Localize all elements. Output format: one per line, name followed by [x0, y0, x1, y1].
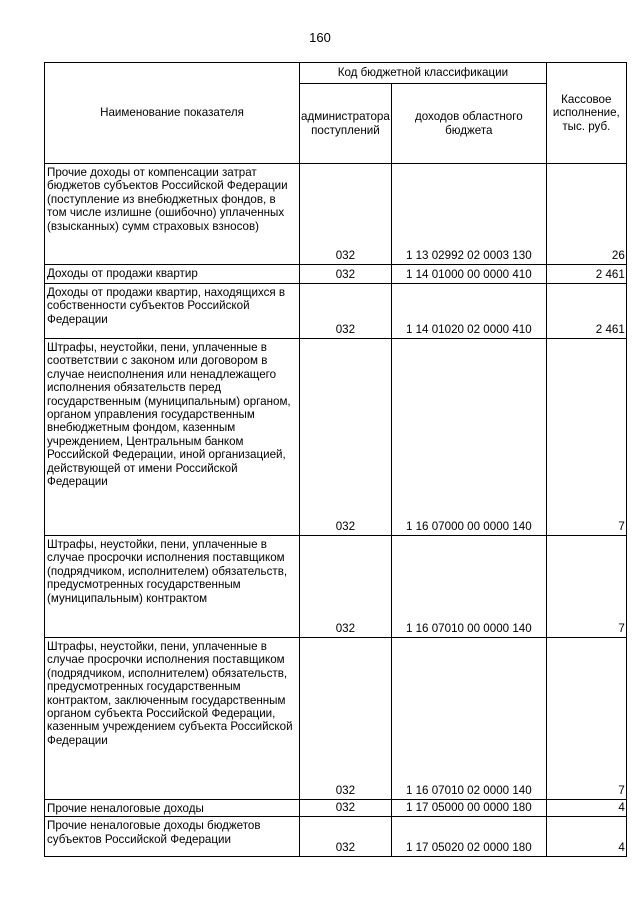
row-admin-code: 032: [300, 265, 392, 284]
table-row: [45, 284, 627, 339]
table-row: [45, 164, 627, 265]
table-row: [45, 536, 627, 638]
row-income-code: 1 16 07010 00 0000 140: [391, 536, 546, 638]
row-income-code: 1 16 07010 02 0000 140: [391, 638, 546, 800]
row-income-code: 1 14 01020 02 0000 410: [391, 284, 546, 339]
table-row: [45, 638, 627, 800]
row-amount: 2 461: [546, 265, 626, 284]
row-amount: 7: [546, 339, 626, 536]
header-administrator: администратора поступлений: [300, 84, 392, 164]
header-cash-execution: Кассовое исполнение, тыс. руб.: [546, 63, 626, 164]
row-amount: 4: [546, 817, 626, 857]
row-admin-code: 032: [300, 817, 392, 857]
page-number: 160: [309, 30, 331, 45]
row-name: Штрафы, неустойки, пени, уплаченные в случае просрочки исполнения поставщиком (подрядчиком, исполнителем) обязательств, предусмотренных государственным (муниципальным) контрактом: [45, 536, 300, 638]
row-name: Прочие неналоговые доходы бюджетов субъектов Российской Федерации: [45, 817, 300, 857]
row-income-code: 1 17 05000 00 0000 180: [391, 800, 546, 817]
row-amount: 4: [546, 800, 626, 817]
row-income-code: 1 16 07000 00 0000 140: [391, 339, 546, 536]
row-name: Прочие неналоговые доходы: [45, 800, 300, 817]
row-admin-code: 032: [300, 536, 392, 638]
row-admin-code: 032: [300, 164, 392, 265]
row-admin-code: 032: [300, 339, 392, 536]
header-regional-budget-income: доходов областного бюджета: [391, 84, 546, 164]
row-amount: 7: [546, 638, 626, 800]
row-name: Штрафы, неустойки, пени, уплаченные в соответствии с законом или договором в случае неисполнения или ненадлежащего исполнения обязательств перед государственным (муниципальным) органом, органом управления государственным внебюджетным фондом, казенным учреждением, Центральным банком Российской Федерации, иной организацией, действующей от имени Российской Федерации: [45, 339, 300, 536]
header-classification-code: Код бюджетной классификации: [300, 63, 547, 84]
row-income-code: 1 14 01000 00 0000 410: [391, 265, 546, 284]
table-row: [45, 817, 627, 857]
header-name: Наименование показателя: [45, 63, 300, 164]
table-row: [45, 800, 627, 817]
row-income-code: 1 17 05020 02 0000 180: [391, 817, 546, 857]
row-amount: 26: [546, 164, 626, 265]
row-income-code: 1 13 02992 02 0003 130: [391, 164, 546, 265]
table-row: [45, 339, 627, 536]
row-admin-code: 032: [300, 284, 392, 339]
row-amount: 7: [546, 536, 626, 638]
row-name: Прочие доходы от компенсации затрат бюджетов субъектов Российской Федерации (поступление из внебюджетных фондов, в том числе излишне (ошибочно) уплаченных (взысканных) сумм страховых взносов): [45, 164, 300, 265]
budget-table: [44, 62, 627, 857]
row-admin-code: 032: [300, 800, 392, 817]
row-name: Доходы от продажи квартир, находящихся в собственности субъектов Российской Федерации: [45, 284, 300, 339]
row-name: Штрафы, неустойки, пени, уплаченные в случае просрочки исполнения поставщиком (подрядчиком, исполнителем) обязательств, предусмотренных государственным контрактом, заключенным государственным органом субъекта Российской Федерации, казенным учреждением субъекта Российской Федерации: [45, 638, 300, 800]
row-amount: 2 461: [546, 284, 626, 339]
row-admin-code: 032: [300, 638, 392, 800]
table-row: [45, 265, 627, 284]
row-name: Доходы от продажи квартир: [45, 265, 300, 284]
